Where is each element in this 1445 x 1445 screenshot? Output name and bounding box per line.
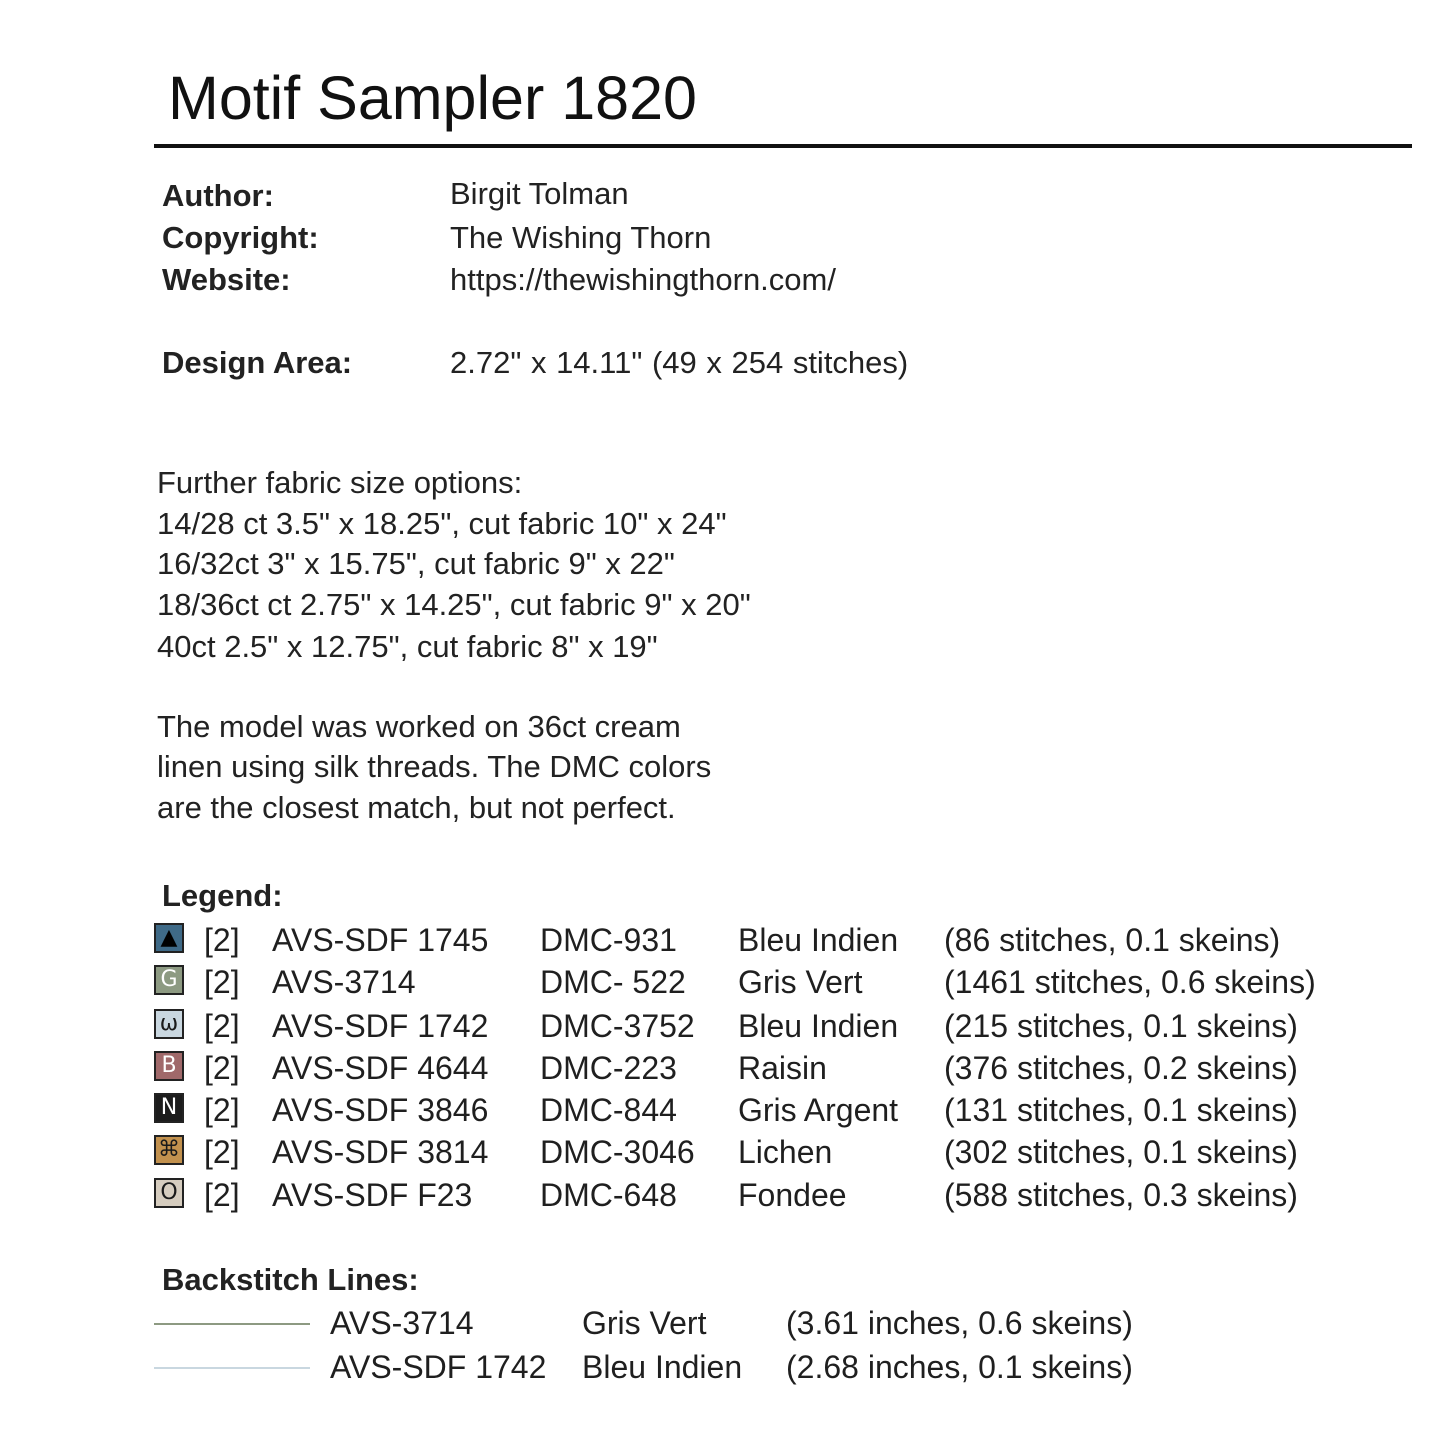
- model-note-line: linen using silk threads. The DMC colors: [157, 749, 712, 784]
- copyright-value: The Wishing Thorn: [450, 220, 712, 255]
- legend-strands: [2]: [204, 1092, 240, 1128]
- title-rule: [154, 144, 1412, 148]
- legend-avs: AVS-SDF F23: [272, 1177, 473, 1213]
- legend-amount: (215 stitches, 0.1 skeins): [944, 1008, 1298, 1044]
- website-label: Website:: [162, 262, 291, 297]
- copyright-label: Copyright:: [162, 220, 319, 255]
- legend-dmc: DMC-3046: [540, 1134, 695, 1170]
- symbol-swatch: ▲: [154, 923, 184, 953]
- author-label: Author:: [162, 178, 274, 213]
- fabric-options-heading: Further fabric size options:: [157, 465, 523, 500]
- legend-row: [154, 920, 1394, 960]
- legend-avs: AVS-3714: [272, 964, 416, 1000]
- legend-amount: (588 stitches, 0.3 skeins): [944, 1177, 1298, 1213]
- backstitch-row: [154, 1347, 1254, 1387]
- backstitch-name: Bleu Indien: [582, 1349, 743, 1385]
- legend-strands: [2]: [204, 1008, 240, 1044]
- backstitch-amount: (2.68 inches, 0.1 skeins): [786, 1349, 1133, 1385]
- legend-row: [154, 962, 1394, 1002]
- fabric-option-line: 14/28 ct 3.5" x 18.25", cut fabric 10" x 24": [157, 506, 727, 541]
- legend-dmc: DMC-3752: [540, 1008, 695, 1044]
- symbol-swatch: ω: [154, 1009, 184, 1039]
- model-note-line: The model was worked on 36ct cream: [157, 709, 681, 744]
- symbol-swatch: ⌘: [154, 1135, 184, 1165]
- legend-name: Fondee: [738, 1177, 847, 1213]
- symbol-swatch: B: [154, 1051, 184, 1081]
- backstitch-row: [154, 1303, 1254, 1343]
- legend-strands: [2]: [204, 922, 240, 958]
- legend-amount: (1461 stitches, 0.6 skeins): [944, 964, 1316, 1000]
- legend-avs: AVS-SDF 3814: [272, 1134, 489, 1170]
- legend-dmc: DMC-223: [540, 1050, 677, 1086]
- legend-name: Gris Argent: [738, 1092, 899, 1128]
- legend-heading: Legend:: [162, 878, 283, 913]
- legend-name: Gris Vert: [738, 964, 863, 1000]
- legend-row: [154, 1132, 1394, 1172]
- backstitch-line-sample: [154, 1367, 310, 1369]
- design-area-label: Design Area:: [162, 345, 353, 380]
- legend-amount: (131 stitches, 0.1 skeins): [944, 1092, 1298, 1128]
- legend-avs: AVS-SDF 1742: [272, 1008, 489, 1044]
- design-area-value: 2.72" x 14.11" (49 x 254 stitches): [450, 345, 909, 380]
- legend-name: Lichen: [738, 1134, 833, 1170]
- legend-dmc: DMC- 522: [540, 964, 686, 1000]
- legend-dmc: DMC-844: [540, 1092, 677, 1128]
- legend-row: [154, 1090, 1394, 1130]
- legend-row: [154, 1048, 1394, 1088]
- website-value: https://thewishingthorn.com/: [450, 262, 836, 297]
- legend-amount: (376 stitches, 0.2 skeins): [944, 1050, 1298, 1086]
- symbol-swatch: N: [154, 1093, 184, 1123]
- backstitch-line-sample: [154, 1323, 310, 1325]
- legend-dmc: DMC-931: [540, 922, 677, 958]
- legend-amount: (86 stitches, 0.1 skeins): [944, 922, 1281, 958]
- legend-row: [154, 1006, 1394, 1046]
- legend-strands: [2]: [204, 1177, 240, 1213]
- fabric-option-line: 18/36ct ct 2.75" x 14.25", cut fabric 9" x 20": [157, 587, 751, 622]
- legend-dmc: DMC-648: [540, 1177, 677, 1213]
- legend-amount: (302 stitches, 0.1 skeins): [944, 1134, 1298, 1170]
- backstitch-name: Gris Vert: [582, 1305, 707, 1341]
- backstitch-heading: Backstitch Lines:: [162, 1262, 419, 1297]
- legend-row: [154, 1175, 1394, 1215]
- legend-strands: [2]: [204, 964, 240, 1000]
- symbol-swatch: G: [154, 965, 184, 995]
- legend-avs: AVS-SDF 1745: [272, 922, 489, 958]
- backstitch-avs: AVS-3714: [330, 1305, 474, 1341]
- legend-strands: [2]: [204, 1134, 240, 1170]
- author-value: Birgit Tolman: [450, 176, 629, 211]
- backstitch-amount: (3.61 inches, 0.6 skeins): [786, 1305, 1133, 1341]
- backstitch-avs: AVS-SDF 1742: [330, 1349, 547, 1385]
- symbol-swatch: O: [154, 1178, 184, 1208]
- model-note-line: are the closest match, but not perfect.: [157, 790, 676, 825]
- legend-name: Bleu Indien: [738, 922, 899, 958]
- legend-name: Raisin: [738, 1050, 827, 1086]
- fabric-option-line: 40ct 2.5" x 12.75", cut fabric 8" x 19": [157, 629, 658, 664]
- legend-strands: [2]: [204, 1050, 240, 1086]
- legend-name: Bleu Indien: [738, 1008, 899, 1044]
- fabric-option-line: 16/32ct 3" x 15.75", cut fabric 9" x 22": [157, 546, 675, 581]
- page-title: Motif Sampler 1820: [168, 64, 697, 132]
- legend-avs: AVS-SDF 3846: [272, 1092, 489, 1128]
- legend-avs: AVS-SDF 4644: [272, 1050, 489, 1086]
